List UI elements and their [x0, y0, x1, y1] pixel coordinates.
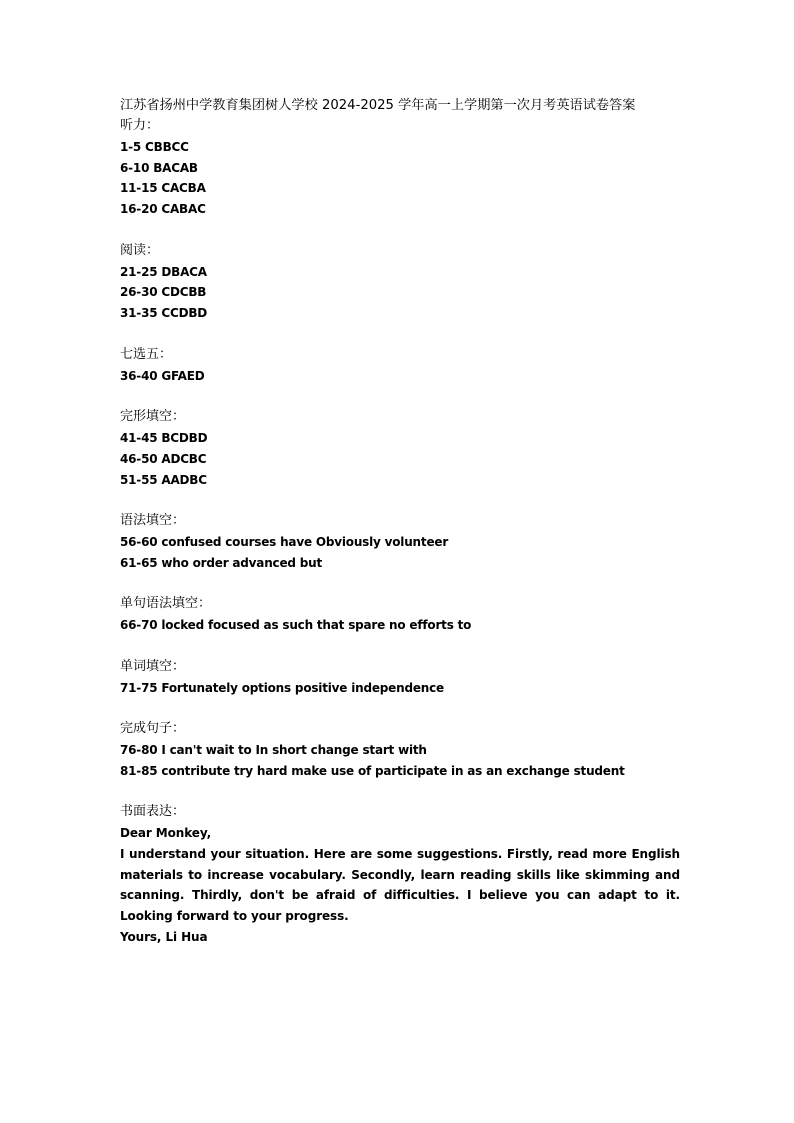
spacer: [120, 490, 680, 511]
answer-line: 36-40 GFAED: [120, 368, 205, 383]
answer-line: 41-45 BCDBD: [120, 430, 208, 445]
spacer: [120, 782, 680, 803]
letter-salutation: Dear Monkey,: [120, 826, 212, 841]
spacer: [120, 574, 680, 595]
answer-document: [120, 96, 680, 948]
spacer: [120, 220, 680, 241]
answer-line: 1-5 CBBCC: [120, 139, 189, 154]
sentence-grammar-section: [120, 594, 680, 636]
listening-heading: 听力：: [120, 118, 160, 133]
answer-line: 16-20 CABAC: [120, 202, 206, 217]
answer-line: 46-50 ADCBC: [120, 451, 207, 466]
seven-choose-five-heading: 七选五：: [120, 346, 173, 362]
answer-line: 31-35 CCDBD: [120, 306, 208, 321]
letter-body: I understand your situation. Here are some suggestions. Firstly, read more English materials to increase vocabulary. Secondly, learn reading skills like skimming and scanning. Thirdly, don't be afraid of difficulties. I believe you can adapt to it. Looking forward to your progress.: [120, 846, 680, 924]
cloze-heading: 完形填空：: [120, 409, 186, 425]
letter-closing: Yours, Li Hua: [120, 930, 208, 945]
answer-line: 6-10 BACAB: [120, 160, 198, 175]
spacer: [120, 386, 680, 407]
word-fill-section: [120, 657, 680, 699]
answer-line: 66-70 locked focused as such that spare no efforts to: [120, 618, 472, 633]
spacer: [120, 698, 680, 719]
spacer: [120, 324, 680, 345]
answer-line: 76-80 I can't wait to In short change start with: [120, 742, 427, 757]
answer-line: 56-60 confused courses have Obviously volunteer: [120, 534, 449, 549]
word-fill-heading: 单词填空：: [120, 658, 186, 674]
complete-sentences-section: [120, 719, 680, 781]
writing-heading: 书面表达：: [120, 804, 186, 820]
answer-line: 11-15 CACBA: [120, 181, 206, 196]
grammar-fill-heading: 语法填空：: [120, 513, 186, 529]
sentence-grammar-heading: 单句语法填空：: [120, 596, 212, 612]
document-title: 江苏省扬州中学教育集团树人学校 2024-2025 学年高一上学期第一次月考英语试卷答案: [120, 98, 636, 113]
answer-line: 71-75 Fortunately options positive independence: [120, 680, 444, 695]
spacer: [120, 636, 680, 657]
answer-line: 81-85 contribute try hard make use of participate in as an exchange student: [120, 763, 625, 778]
reading-section: [120, 241, 680, 324]
answer-line: 61-65 who order advanced but: [120, 555, 323, 570]
grammar-fill-section: [120, 511, 680, 573]
answer-line: 26-30 CDCBB: [120, 285, 207, 300]
answer-line: 21-25 DBACA: [120, 264, 207, 279]
listening-section: [120, 116, 680, 220]
reading-heading: 阅读：: [120, 242, 160, 258]
answer-line: 51-55 AADBC: [120, 472, 207, 487]
cloze-section: [120, 407, 680, 490]
writing-section: [120, 802, 680, 948]
complete-sentences-heading: 完成句子：: [120, 721, 186, 737]
seven-choose-five-section: [120, 345, 680, 387]
